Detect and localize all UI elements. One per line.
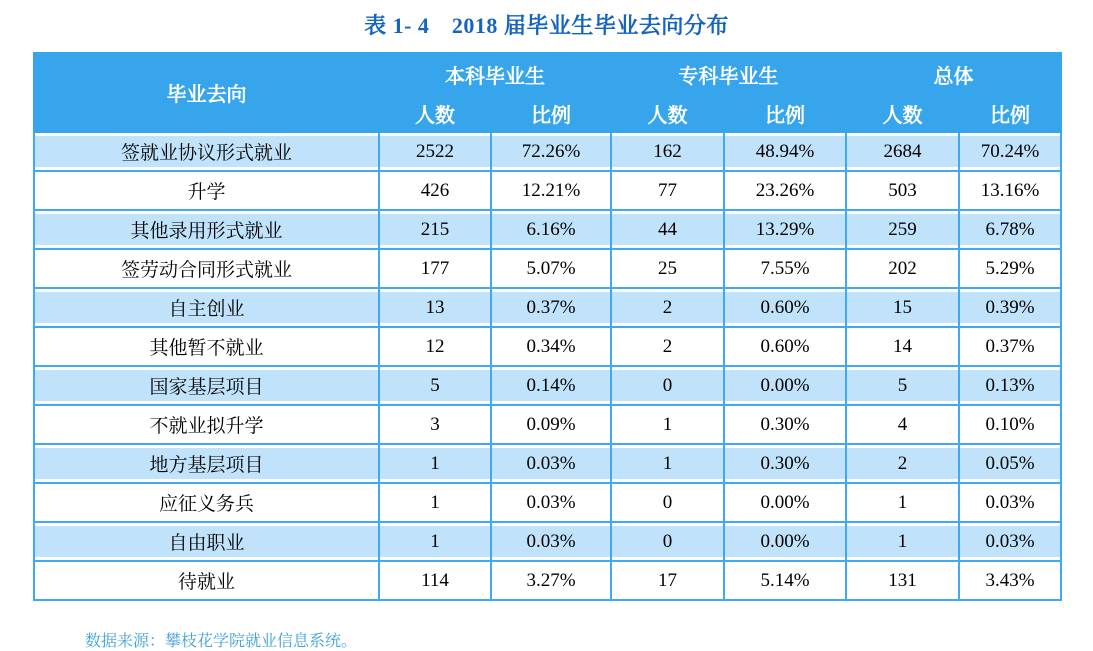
count-cell: 426 <box>379 171 491 210</box>
ratio-cell: 0.60% <box>724 288 846 327</box>
count-cell: 202 <box>846 249 959 288</box>
destination-cell: 其他录用形式就业 <box>34 210 379 249</box>
count-cell: 2 <box>611 288 724 327</box>
count-cell: 3 <box>379 405 491 444</box>
count-cell: 0 <box>611 483 724 522</box>
count-cell: 1 <box>379 444 491 483</box>
count-cell: 4 <box>846 405 959 444</box>
count-cell: 0 <box>611 522 724 561</box>
destination-cell: 自主创业 <box>34 288 379 327</box>
header-group-row <box>34 53 1061 95</box>
count-cell: 14 <box>846 327 959 366</box>
table-row <box>34 444 1061 483</box>
destination-cell: 签就业协议形式就业 <box>34 132 379 171</box>
ratio-cell: 23.26% <box>724 171 846 210</box>
subheader-total-count: 人数 <box>846 95 959 132</box>
count-cell: 1 <box>846 483 959 522</box>
count-cell: 1 <box>846 522 959 561</box>
table-row <box>34 561 1061 600</box>
table-title: 表 1- 4 2018 届毕业生毕业去向分布 <box>364 13 729 38</box>
count-cell: 1 <box>611 444 724 483</box>
ratio-cell: 48.94% <box>724 132 846 171</box>
ratio-cell: 0.14% <box>491 366 611 405</box>
count-cell: 44 <box>611 210 724 249</box>
subheader-total-ratio: 比例 <box>959 95 1061 132</box>
count-cell: 77 <box>611 171 724 210</box>
subheader-jc-ratio: 比例 <box>724 95 846 132</box>
column-group-total: 总体 <box>846 53 1061 95</box>
count-cell: 15 <box>846 288 959 327</box>
ratio-cell: 3.43% <box>959 561 1061 600</box>
destination-cell: 应征义务兵 <box>34 483 379 522</box>
ratio-cell: 5.29% <box>959 249 1061 288</box>
destination-cell: 国家基层项目 <box>34 366 379 405</box>
table-row <box>34 483 1061 522</box>
ratio-cell: 0.10% <box>959 405 1061 444</box>
count-cell: 1 <box>611 405 724 444</box>
ratio-cell: 7.55% <box>724 249 846 288</box>
subheader-ug-ratio: 比例 <box>491 95 611 132</box>
ratio-cell: 0.37% <box>491 288 611 327</box>
ratio-cell: 0.37% <box>959 327 1061 366</box>
column-group-undergraduate: 本科毕业生 <box>379 53 611 95</box>
count-cell: 1 <box>379 483 491 522</box>
ratio-cell: 6.16% <box>491 210 611 249</box>
ratio-cell: 5.14% <box>724 561 846 600</box>
count-cell: 2684 <box>846 132 959 171</box>
destination-cell: 不就业拟升学 <box>34 405 379 444</box>
count-cell: 114 <box>379 561 491 600</box>
ratio-cell: 0.30% <box>724 405 846 444</box>
ratio-cell: 0.03% <box>959 522 1061 561</box>
destination-cell: 地方基层项目 <box>34 444 379 483</box>
ratio-cell: 13.16% <box>959 171 1061 210</box>
table-row <box>34 171 1061 210</box>
count-cell: 0 <box>611 366 724 405</box>
count-cell: 259 <box>846 210 959 249</box>
count-cell: 177 <box>379 249 491 288</box>
ratio-cell: 0.13% <box>959 366 1061 405</box>
data-source-note: 数据来源：攀枝花学院就业信息系统。 <box>85 633 358 650</box>
ratio-cell: 0.05% <box>959 444 1061 483</box>
table-body <box>34 132 1061 600</box>
ratio-cell: 0.39% <box>959 288 1061 327</box>
count-cell: 2 <box>846 444 959 483</box>
ratio-cell: 0.34% <box>491 327 611 366</box>
table-row <box>34 249 1061 288</box>
ratio-cell: 0.03% <box>491 444 611 483</box>
count-cell: 2 <box>611 327 724 366</box>
ratio-cell: 13.29% <box>724 210 846 249</box>
table-row <box>34 366 1061 405</box>
table-row <box>34 288 1061 327</box>
destination-cell: 升学 <box>34 171 379 210</box>
subheader-jc-count: 人数 <box>611 95 724 132</box>
destination-cell: 签劳动合同形式就业 <box>34 249 379 288</box>
ratio-cell: 70.24% <box>959 132 1061 171</box>
column-group-junior-college: 专科毕业生 <box>611 53 846 95</box>
ratio-cell: 0.03% <box>491 483 611 522</box>
ratio-cell: 0.09% <box>491 405 611 444</box>
ratio-cell: 72.26% <box>491 132 611 171</box>
ratio-cell: 5.07% <box>491 249 611 288</box>
count-cell: 1 <box>379 522 491 561</box>
ratio-cell: 0.00% <box>724 522 846 561</box>
count-cell: 131 <box>846 561 959 600</box>
column-header-destination: 毕业去向 <box>34 53 379 132</box>
count-cell: 12 <box>379 327 491 366</box>
count-cell: 2522 <box>379 132 491 171</box>
count-cell: 215 <box>379 210 491 249</box>
destination-cell: 其他暂不就业 <box>34 327 379 366</box>
table-row <box>34 132 1061 171</box>
count-cell: 503 <box>846 171 959 210</box>
ratio-cell: 0.30% <box>724 444 846 483</box>
table-row <box>34 522 1061 561</box>
ratio-cell: 0.00% <box>724 366 846 405</box>
ratio-cell: 3.27% <box>491 561 611 600</box>
ratio-cell: 0.03% <box>491 522 611 561</box>
count-cell: 5 <box>379 366 491 405</box>
count-cell: 17 <box>611 561 724 600</box>
destination-cell: 自由职业 <box>34 522 379 561</box>
ratio-cell: 6.78% <box>959 210 1061 249</box>
table-row <box>34 327 1061 366</box>
ratio-cell: 0.60% <box>724 327 846 366</box>
graduate-destination-table <box>33 52 1062 601</box>
count-cell: 162 <box>611 132 724 171</box>
table-row <box>34 405 1061 444</box>
count-cell: 5 <box>846 366 959 405</box>
count-cell: 13 <box>379 288 491 327</box>
table-row <box>34 210 1061 249</box>
ratio-cell: 0.00% <box>724 483 846 522</box>
table-header <box>34 53 1061 132</box>
count-cell: 25 <box>611 249 724 288</box>
ratio-cell: 12.21% <box>491 171 611 210</box>
subheader-ug-count: 人数 <box>379 95 491 132</box>
ratio-cell: 0.03% <box>959 483 1061 522</box>
destination-cell: 待就业 <box>34 561 379 600</box>
